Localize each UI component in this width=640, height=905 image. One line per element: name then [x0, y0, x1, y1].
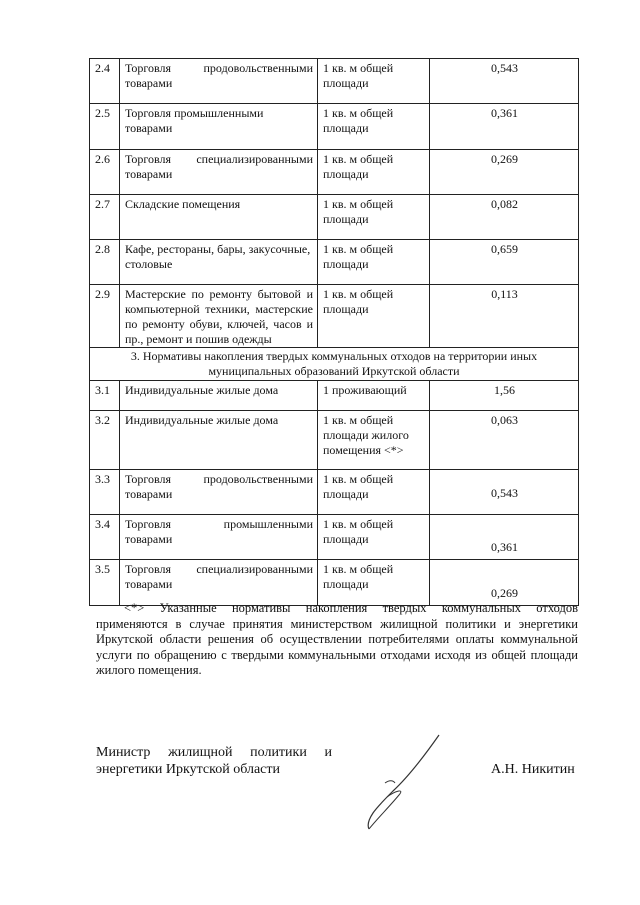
norm-value: 0,113 — [430, 285, 579, 348]
category-name: Торговля специализированными товарами — [120, 560, 318, 606]
norm-value: 1,56 — [430, 381, 579, 411]
table-row — [90, 150, 579, 195]
handwritten-signature — [355, 733, 455, 833]
signatory-name: А.Н. Никитин — [491, 762, 575, 777]
unit-cell: 1 кв. м общей площади — [318, 515, 430, 560]
category-name: Мастерские по ремонту бытовой и компьютерной техники, мастерские по ремонту обуви, ключей, часов и пр., ремонт и пошив одежды — [120, 285, 318, 348]
table-row — [90, 240, 579, 285]
unit-cell: 1 кв. м общей площади — [318, 470, 430, 515]
signatory-title — [96, 744, 332, 778]
unit-cell: 1 кв. м общей площади жилого помещения <*> — [318, 411, 430, 470]
row-number: 3.2 — [90, 411, 120, 470]
category-name: Индивидуальные жилые дома — [120, 381, 318, 411]
unit-cell: 1 кв. м общей площади — [318, 195, 430, 240]
section-header-row — [90, 348, 579, 381]
table-row — [90, 104, 579, 150]
table-row — [90, 381, 579, 411]
category-name: Торговля продовольственными товарами — [120, 470, 318, 515]
row-number: 2.6 — [90, 150, 120, 195]
norms-table — [89, 58, 579, 606]
signatory-title-line1: Министр жилищной политики и — [96, 745, 332, 760]
row-number: 2.8 — [90, 240, 120, 285]
row-number: 2.7 — [90, 195, 120, 240]
unit-cell: 1 кв. м общей площади — [318, 240, 430, 285]
row-number: 2.5 — [90, 104, 120, 150]
unit-cell: 1 кв. м общей площади — [318, 150, 430, 195]
category-name: Кафе, рестораны, бары, закусочные, столовые — [120, 240, 318, 285]
category-name: Торговля продовольственными товарами — [120, 59, 318, 104]
norm-value: 0,543 — [430, 470, 579, 515]
unit-cell: 1 проживающий — [318, 381, 430, 411]
table-row — [90, 560, 579, 606]
unit-cell: 1 кв. м общей площади — [318, 285, 430, 348]
norm-value: 0,063 — [430, 411, 579, 470]
norm-value: 0,361 — [430, 515, 579, 560]
unit-cell: 1 кв. м общей площади — [318, 59, 430, 104]
category-name: Торговля промышленными товарами — [120, 515, 318, 560]
category-name: Индивидуальные жилые дома — [120, 411, 318, 470]
row-number: 3.3 — [90, 470, 120, 515]
row-number: 3.4 — [90, 515, 120, 560]
unit-cell: 1 кв. м общей площади — [318, 560, 430, 606]
table-row — [90, 195, 579, 240]
norm-value: 0,659 — [430, 240, 579, 285]
category-name: Складские помещения — [120, 195, 318, 240]
table-row — [90, 515, 579, 560]
norm-value: 0,361 — [430, 104, 579, 150]
category-name: Торговля специализированными товарами — [120, 150, 318, 195]
norm-value: 0,269 — [430, 560, 579, 606]
category-name: Торговля промышленными товарами — [120, 104, 318, 150]
row-number: 3.1 — [90, 381, 120, 411]
section-3-header: 3. Нормативы накопления твердых коммунальных отходов на территории иных муниципальных образований Иркутской области — [90, 348, 579, 381]
table-row — [90, 285, 579, 348]
table-row — [90, 59, 579, 104]
norm-value: 0,543 — [430, 59, 579, 104]
norm-value: 0,269 — [430, 150, 579, 195]
row-number: 2.4 — [90, 59, 120, 104]
signatory-title-line2: энергетики Иркутской области — [96, 762, 280, 777]
table-row — [90, 470, 579, 515]
row-number: 2.9 — [90, 285, 120, 348]
unit-cell: 1 кв. м общей площади — [318, 104, 430, 150]
footnote: <*> Указанные нормативы накопления твердых коммунальных отходов применяются в случае принятия министерством жилищной политики и энергетики Иркутской области решения об осуществлении потребителями оплаты коммунальной услуги по обращению с твердыми коммунальными отходами исходя из общей площади жилого помещения. — [96, 601, 578, 677]
table-row — [90, 411, 579, 470]
norm-value: 0,082 — [430, 195, 579, 240]
row-number: 3.5 — [90, 560, 120, 606]
